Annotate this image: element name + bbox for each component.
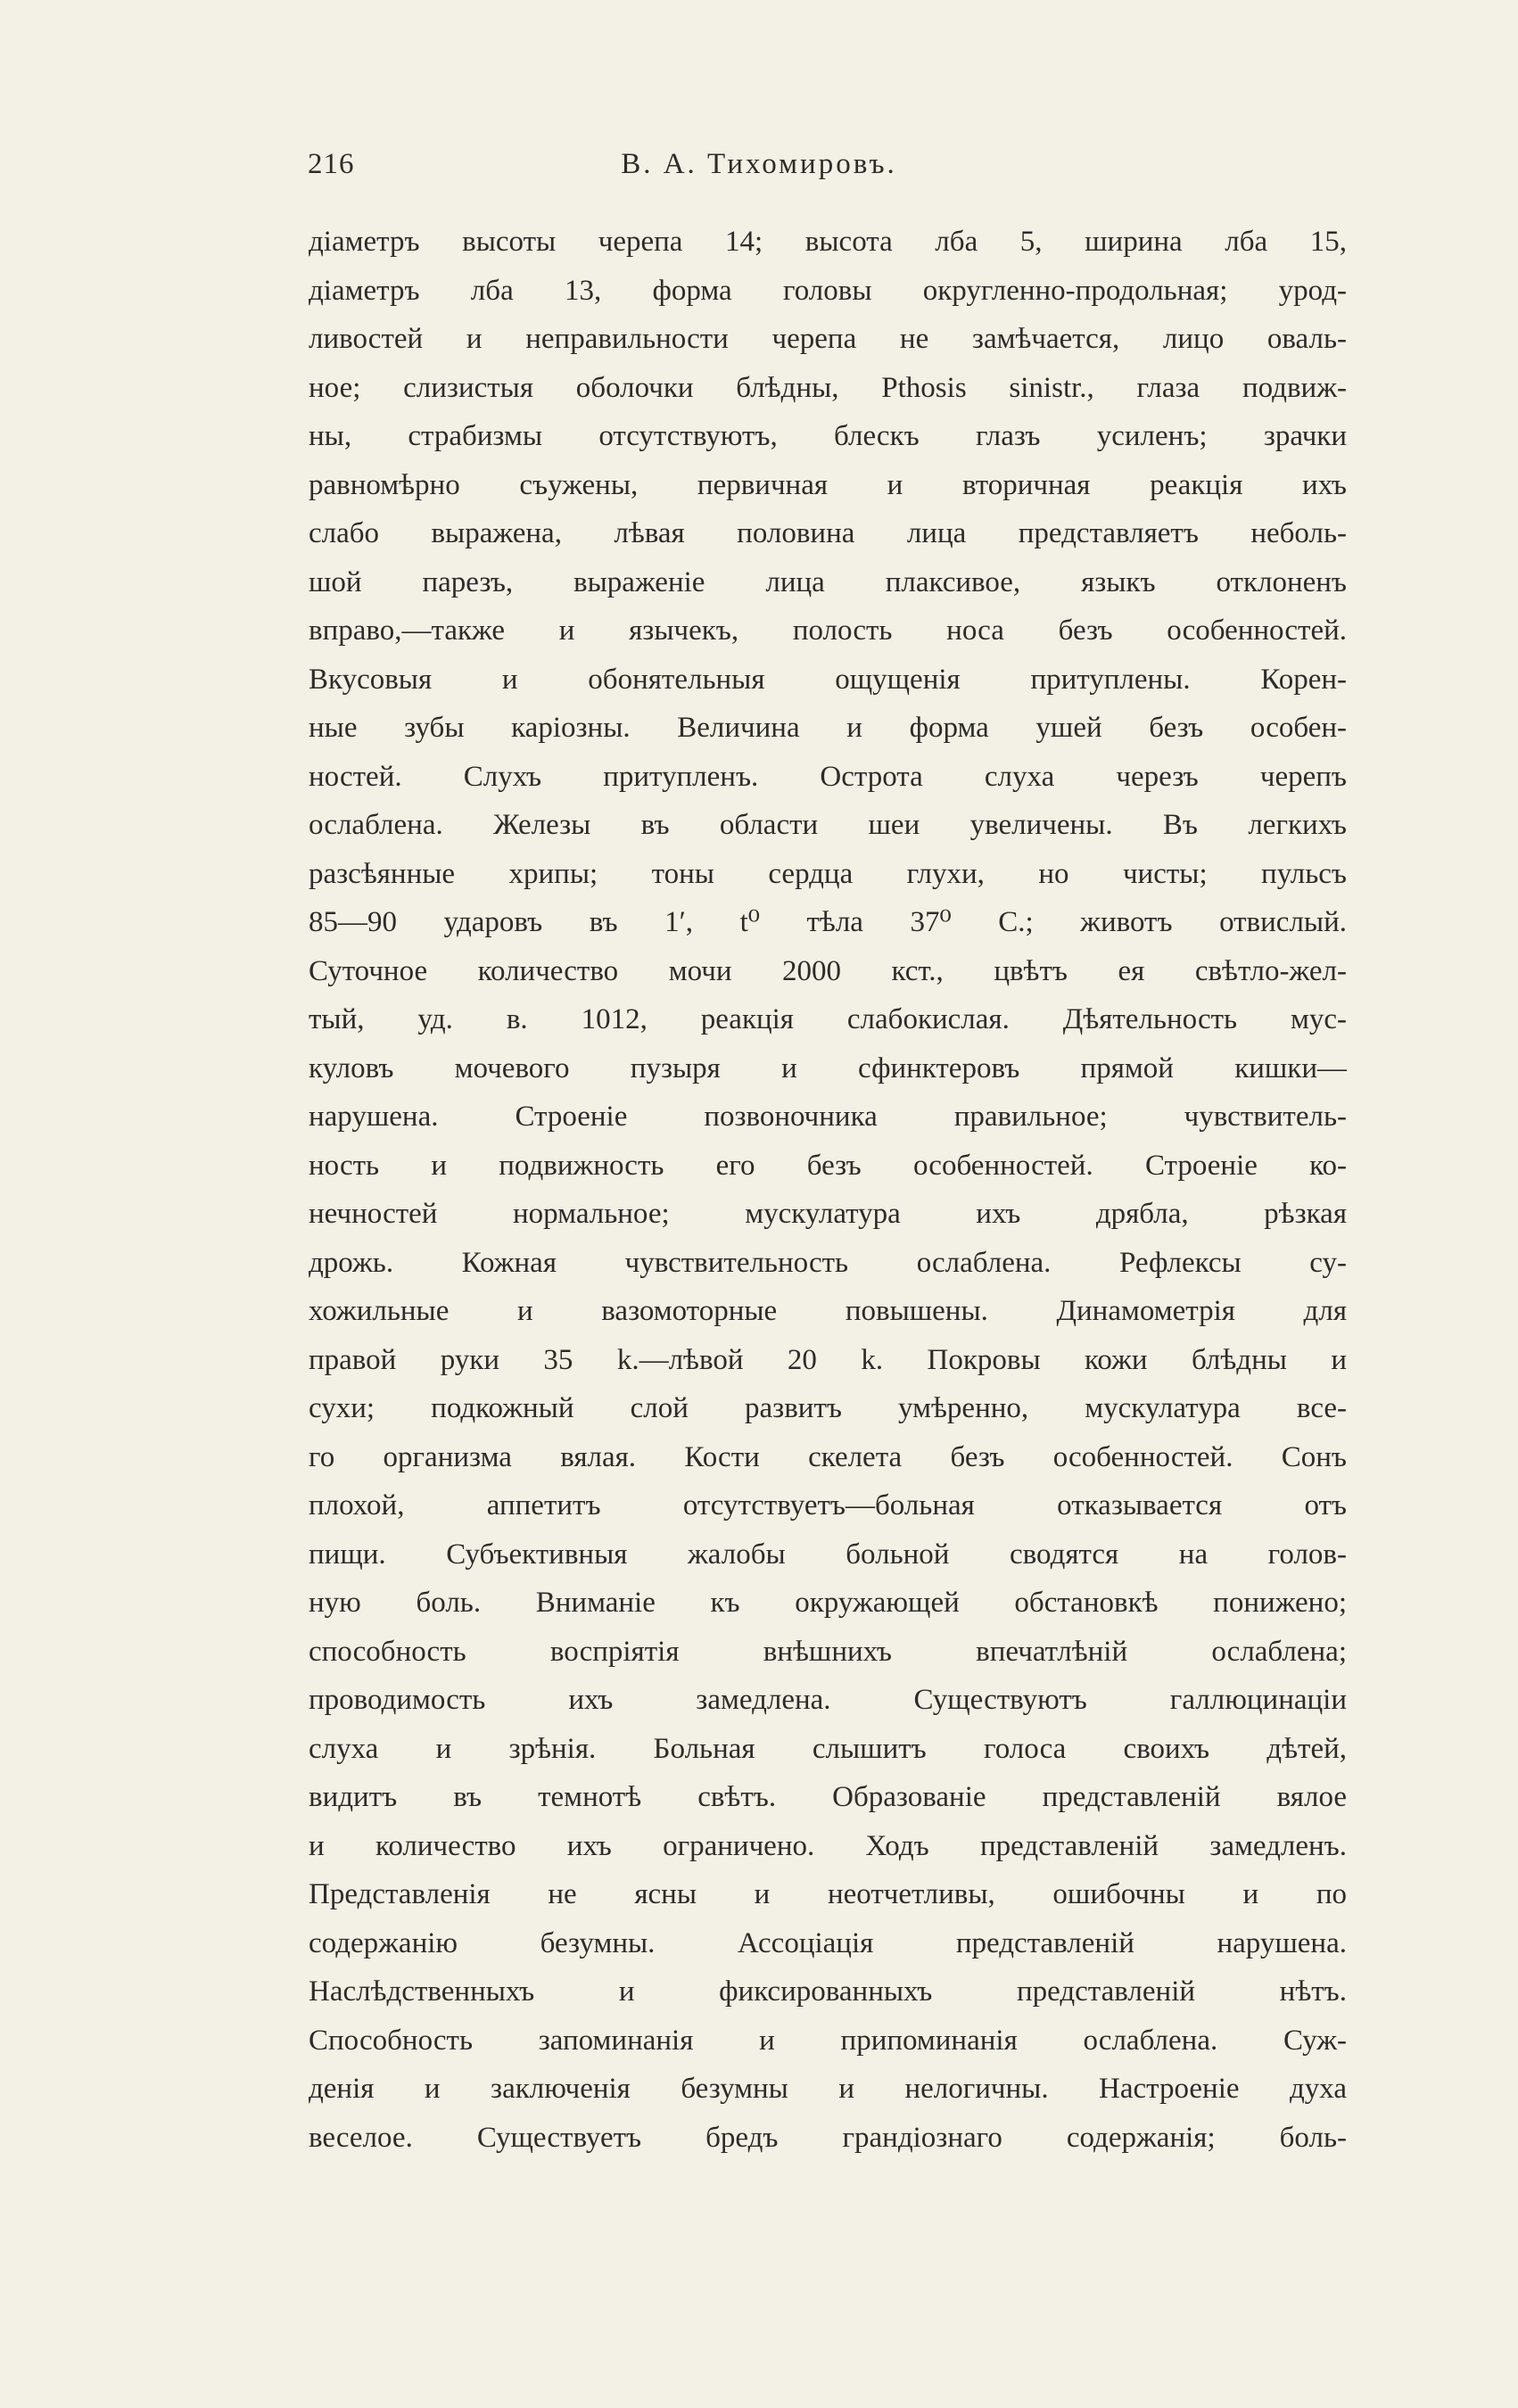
text-line: ностей. Слухъ притупленъ. Острота слуха черезъ черепъ xyxy=(309,760,1347,793)
text-line: денія и заключенія безумны и нелогичны. Настроеніе духа xyxy=(309,2073,1347,2105)
text-line: правой руки 35 k.—лѣвой 20 k. Покровы кожи блѣдны и xyxy=(309,1343,1347,1376)
text-line: сухи; подкожный слой развитъ умѣренно, мускулатура все- xyxy=(309,1392,1347,1424)
text-line: куловъ мочевого пузыря и сфинктеровъ прямой кишки— xyxy=(309,1051,1347,1084)
text-line: ливостей и неправильности черепа не замѣчается, лицо оваль- xyxy=(309,323,1347,355)
text-line: Представленія не ясны и неотчетливы, ошибочны и по xyxy=(309,1878,1347,1910)
text-line: ные зубы каріозны. Величина и форма ушей безъ особен- xyxy=(309,712,1347,744)
text-line: Вкусовыя и обонятельныя ощущенія притуплены. Корен- xyxy=(309,663,1347,696)
text-line: разсѣянные хрипы; тоны сердца глухи, но чисты; пульсъ xyxy=(309,857,1347,890)
text-line: способность воспріятія внѣшнихъ впечатлѣній ослаблена; xyxy=(309,1635,1347,1668)
text-line: шой парезъ, выраженіе лица плаксивое, языкъ отклоненъ xyxy=(309,565,1347,598)
text-line: пищи. Субъективныя жалобы больной сводятся на голов- xyxy=(309,1538,1347,1571)
page-number: 216 xyxy=(308,148,355,180)
text-line: содержанію безумны. Ассоціація представленій нарушена. xyxy=(309,1926,1347,1959)
text-line: діаметръ высоты черепа 14; высота лба 5, ширина лба 15, xyxy=(309,226,1347,258)
text-line: го организма вялая. Кости скелета безъ особенностей. Сонъ xyxy=(309,1440,1347,1473)
text-line: слуха и зрѣнія. Больная слышитъ голоса своихъ дѣтей, xyxy=(309,1732,1347,1765)
text-line: слабо выражена, лѣвая половина лица представляетъ неболь- xyxy=(309,517,1347,549)
text-line: 85—90 ударовъ въ 1′, t⁰ тѣла 37⁰ С.; животъ отвислый. xyxy=(309,906,1347,938)
text-line: Суточное количество мочи 2000 кст., цвѣтъ ея свѣтло-жел- xyxy=(309,954,1347,987)
text-line: видитъ въ темнотѣ свѣтъ. Образованіе представленій вялое xyxy=(309,1781,1347,1813)
text-line: равномѣрно съужены, первичная и вторичная реакція ихъ xyxy=(309,468,1347,501)
text-line: ны, страбизмы отсутствуютъ, блескъ глазъ усиленъ; зрачки xyxy=(309,420,1347,452)
text-line: ное; слизистыя оболочки блѣдны, Pthosis sinistr., глаза подвиж- xyxy=(309,371,1347,404)
text-line: плохой, аппетитъ отсутствуетъ—больная отказывается отъ xyxy=(309,1489,1347,1521)
body-text xyxy=(309,218,1347,2162)
text-line: ослаблена. Железы въ области шеи увеличены. Въ легкихъ xyxy=(309,809,1347,841)
text-line: діаметръ лба 13, форма головы округленно-продольная; урод- xyxy=(309,274,1347,307)
text-line: и количество ихъ ограничено. Ходъ представленій замедленъ. xyxy=(309,1829,1347,1862)
text-line: ность и подвижность его безъ особенностей. Строеніе ко- xyxy=(309,1149,1347,1182)
text-line: Способность запоминанія и припоминанія ослаблена. Суж- xyxy=(309,2024,1347,2057)
text-line: Наслѣдственныхъ и фиксированныхъ представленій нѣтъ. xyxy=(309,1975,1347,2008)
running-head: В. А. Тихомировъ. xyxy=(621,148,897,180)
text-line: нарушена. Строеніе позвоночника правильное; чувствитель- xyxy=(309,1101,1347,1133)
text-line: тый, уд. в. 1012, реакція слабокислая. Дѣятельность мус- xyxy=(309,1003,1347,1035)
text-line: нечностей нормальное; мускулатура ихъ дрябла, рѣзкая xyxy=(309,1198,1347,1230)
text-line: ную боль. Вниманіе къ окружающей обстановкѣ понижено; xyxy=(309,1587,1347,1619)
text-line: дрожь. Кожная чувствительность ослаблена. Рефлексы су- xyxy=(309,1246,1347,1279)
text-line: вправо,—также и язычекъ, полость носа безъ особенностей. xyxy=(309,614,1347,647)
text-line: проводимость ихъ замедлена. Существуютъ галлюцинаціи xyxy=(309,1684,1347,1716)
text-line: хожильные и вазомоторные повышены. Динамометрія для xyxy=(309,1295,1347,1327)
text-line: веселое. Существуетъ бредъ грандіознаго содержанія; боль- xyxy=(309,2121,1347,2154)
